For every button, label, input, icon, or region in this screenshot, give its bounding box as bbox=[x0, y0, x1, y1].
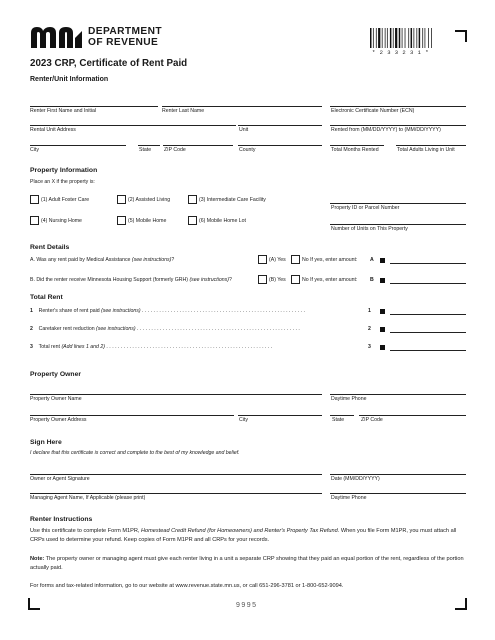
checkbox-a-no[interactable] bbox=[291, 255, 300, 264]
checkbox-nursing-home[interactable] bbox=[30, 216, 39, 225]
amount-b-line[interactable] bbox=[390, 283, 466, 284]
question-a-text: A. Was any rent paid by Medical Assistance bbox=[30, 257, 132, 263]
question-a-yes: (A) Yes bbox=[269, 257, 286, 263]
label-total-months: Total Months Rented bbox=[331, 147, 379, 153]
label-county: County bbox=[239, 147, 256, 153]
total-line-3-num: 3 bbox=[30, 344, 33, 350]
instructions-para1 bbox=[30, 527, 468, 544]
dept-line2: OF REVENUE bbox=[88, 37, 159, 48]
section-title-renter: Renter/Unit Information bbox=[30, 76, 109, 83]
line-signature[interactable] bbox=[30, 474, 322, 475]
line-last-name[interactable] bbox=[162, 106, 322, 107]
line-owner-city[interactable] bbox=[238, 415, 322, 416]
line-property-id[interactable] bbox=[330, 203, 466, 204]
question-a-letter: A bbox=[370, 257, 374, 263]
total-line-1-bullet bbox=[380, 309, 385, 314]
checkbox-mobile-home[interactable] bbox=[117, 216, 126, 225]
line-unit[interactable] bbox=[238, 125, 322, 126]
property-owner-title: Property Owner bbox=[30, 371, 81, 378]
label-state: State bbox=[139, 147, 152, 153]
line-city[interactable] bbox=[30, 145, 126, 146]
checkbox-adult-foster-care[interactable] bbox=[30, 195, 39, 204]
label-property-id: Property ID or Parcel Number bbox=[331, 205, 400, 211]
line-state[interactable] bbox=[138, 145, 160, 146]
line-first-name[interactable] bbox=[30, 106, 158, 107]
checkbox-mobile-home-lot[interactable] bbox=[188, 216, 197, 225]
barcode bbox=[370, 28, 436, 48]
question-b-italic: (see instructions) bbox=[189, 277, 229, 283]
line-owner-phone[interactable] bbox=[330, 394, 466, 395]
question-b-letter: B bbox=[370, 277, 374, 283]
line-agent-name[interactable] bbox=[30, 493, 322, 494]
total-line-3-bullet bbox=[380, 345, 385, 350]
total-line-1-label: Renter's share of rent paid bbox=[38, 308, 102, 314]
sign-here-title: Sign Here bbox=[30, 439, 62, 446]
checkbox-intermediate-care[interactable] bbox=[188, 195, 197, 204]
amount-a-line[interactable] bbox=[390, 263, 466, 264]
option-adult-foster-care: (1) Adult Foster Care bbox=[41, 197, 90, 203]
total-line-3 bbox=[30, 344, 375, 350]
total-line-3-input[interactable] bbox=[390, 350, 466, 351]
label-owner-state: State bbox=[332, 417, 345, 423]
label-last-name: Renter Last Name bbox=[162, 108, 205, 114]
instructions-title: Renter Instructions bbox=[30, 516, 93, 523]
total-line-2-end: 2 bbox=[368, 326, 371, 332]
line-rented-from[interactable] bbox=[330, 125, 466, 126]
total-line-3-dots: . . . . . . . . . . . . . . . . . . . . . . . . . . . . . . . . . . . . . . . . . . . . . . . . . . . . . . . . . . bbox=[104, 344, 273, 350]
dept-line1: DEPARTMENT bbox=[88, 26, 162, 37]
line-owner-zip[interactable] bbox=[359, 415, 466, 416]
total-line-2-bullet bbox=[380, 327, 385, 332]
line-zip[interactable] bbox=[163, 145, 233, 146]
label-address: Rental Unit Address bbox=[30, 127, 76, 133]
label-signature: Owner or Agent Signature bbox=[30, 476, 90, 482]
corner-mark-bottom-right bbox=[455, 598, 467, 610]
option-intermediate-care: (3) Intermediate Care Facility bbox=[199, 197, 266, 203]
question-b-no: No If yes, enter amount: bbox=[302, 277, 358, 283]
note-label: Note: bbox=[30, 556, 45, 562]
instructions-contact: For forms and tax-related information, go to our website at www.revenue.state.mn.us, or call 651-296-3781 or 1-800-652-9094. bbox=[30, 583, 344, 589]
question-a bbox=[30, 257, 174, 263]
line-county[interactable] bbox=[238, 145, 322, 146]
label-agent-phone: Daytime Phone bbox=[331, 495, 367, 501]
instructions-para1-b: Homestead Credit Refund (for Homeowners) and Renter's Property Tax Refund bbox=[140, 528, 338, 534]
question-b-yes: (B) Yes bbox=[269, 277, 286, 283]
total-line-3-label: Total rent bbox=[38, 344, 62, 350]
option-assisted-living: (2) Assisted Living bbox=[128, 197, 171, 203]
instructions-para1-a: Use this certificate to complete Form M1PR, bbox=[30, 528, 141, 534]
line-units-count[interactable] bbox=[330, 224, 466, 225]
option-mobile-home: (5) Mobile Home bbox=[128, 218, 167, 224]
instructions-para1-c: . When you file Form M1PR, you must attach all CRPs used to determine your refund. Keep copies of Form M1PR and all CRPs for your records. bbox=[30, 528, 457, 543]
line-total-adults[interactable] bbox=[396, 145, 466, 146]
total-line-2-label: Caretaker rent reduction bbox=[38, 326, 97, 332]
total-line-1-italic: (see instructions) bbox=[101, 308, 141, 314]
question-b bbox=[30, 277, 232, 283]
checkbox-assisted-living[interactable] bbox=[117, 195, 126, 204]
label-owner-city: City bbox=[239, 417, 248, 423]
line-agent-phone[interactable] bbox=[330, 493, 466, 494]
line-total-months[interactable] bbox=[330, 145, 384, 146]
total-rent-title: Total Rent bbox=[30, 294, 63, 301]
label-owner-phone: Daytime Phone bbox=[331, 396, 367, 402]
line-owner-name[interactable] bbox=[30, 394, 322, 395]
question-a-mark: ? bbox=[171, 257, 175, 263]
label-units-count: Number of Units on This Property bbox=[331, 226, 408, 232]
total-line-1-end: 1 bbox=[368, 308, 371, 314]
corner-mark-top-right bbox=[455, 30, 467, 42]
amount-b-bullet bbox=[380, 278, 385, 283]
total-line-2 bbox=[30, 326, 375, 332]
rent-details-title: Rent Details bbox=[30, 244, 70, 251]
label-owner-name: Property Owner Name bbox=[30, 396, 82, 402]
label-unit: Unit bbox=[239, 127, 249, 133]
question-b-text: B. Did the renter receive Minnesota Housing Support (formerly GRH) bbox=[30, 277, 190, 283]
checkbox-b-yes[interactable] bbox=[258, 275, 267, 284]
total-line-2-dots: . . . . . . . . . . . . . . . . . . . . . . . . . . . . . . . . . . . . . . . . . . . . . . . . . . . . . . . . . bbox=[135, 326, 300, 332]
property-instruction: Place an X if the property is: bbox=[30, 179, 95, 185]
mn-revenue-logo bbox=[30, 25, 180, 49]
corner-mark-bottom-left bbox=[28, 598, 40, 610]
question-b-mark: ? bbox=[228, 277, 232, 283]
question-a-no: No If yes, enter amount: bbox=[302, 257, 358, 263]
question-a-italic: (see instructions) bbox=[131, 257, 172, 263]
label-total-adults: Total Adults Living in Unit bbox=[397, 147, 455, 153]
label-owner-address: Property Owner Address bbox=[30, 417, 87, 423]
barcode-number: * 2 3 3 2 3 1 * bbox=[372, 49, 430, 56]
checkbox-a-yes[interactable] bbox=[258, 255, 267, 264]
total-line-2-input[interactable] bbox=[390, 332, 466, 333]
note-text: The property owner or managing agent must give each renter living in a unit a separate CRP showing that they paid an equal portion of the rent, regardless of the portion actually paid. bbox=[30, 556, 464, 571]
total-line-1-dots: . . . . . . . . . . . . . . . . . . . . . . . . . . . . . . . . . . . . . . . . . . . . . . . . . . . . . . . . . bbox=[140, 308, 305, 314]
line-sign-date[interactable] bbox=[330, 474, 466, 475]
amount-a-bullet bbox=[380, 258, 385, 263]
total-line-1 bbox=[30, 308, 375, 314]
total-line-3-end: 3 bbox=[368, 344, 371, 350]
total-line-1-input[interactable] bbox=[390, 314, 466, 315]
line-owner-state[interactable] bbox=[330, 415, 354, 416]
line-owner-address[interactable] bbox=[30, 415, 234, 416]
label-zip: ZIP Code bbox=[164, 147, 186, 153]
line-ecn[interactable] bbox=[330, 106, 466, 107]
total-line-3-italic: (Add lines 1 and 2) bbox=[61, 344, 105, 350]
form-title: 2023 CRP, Certificate of Rent Paid bbox=[30, 58, 188, 69]
option-mobile-home-lot: (6) Mobile Home Lot bbox=[199, 218, 246, 224]
declaration: I declare that this certificate is correct and complete to the best of my knowledge and belief. bbox=[30, 450, 240, 456]
checkbox-b-no[interactable] bbox=[291, 275, 300, 284]
option-nursing-home: (4) Nursing Home bbox=[41, 218, 82, 224]
label-agent-name: Managing Agent Name, If Applicable (please print) bbox=[30, 495, 146, 501]
footer-code: 9995 bbox=[236, 602, 258, 609]
label-sign-date: Date (MM/DD/YYYY) bbox=[331, 476, 380, 482]
mn-logo-icon bbox=[30, 26, 83, 48]
line-address[interactable] bbox=[30, 125, 236, 126]
total-line-2-num: 2 bbox=[30, 326, 33, 332]
label-city: City bbox=[30, 147, 39, 153]
label-first-name: Renter First Name and Initial bbox=[30, 108, 97, 114]
property-info-title: Property Information bbox=[30, 167, 98, 174]
total-line-1-num: 1 bbox=[30, 308, 33, 314]
label-ecn: Electronic Certificate Number (ECN) bbox=[331, 108, 415, 114]
label-rented-from: Rented from (MM/DD/YYYY) to (MM/DD/YYYY) bbox=[331, 127, 441, 133]
label-owner-zip: ZIP Code bbox=[361, 417, 383, 423]
instructions-note bbox=[30, 555, 468, 572]
total-line-2-italic: (see instructions) bbox=[96, 326, 136, 332]
